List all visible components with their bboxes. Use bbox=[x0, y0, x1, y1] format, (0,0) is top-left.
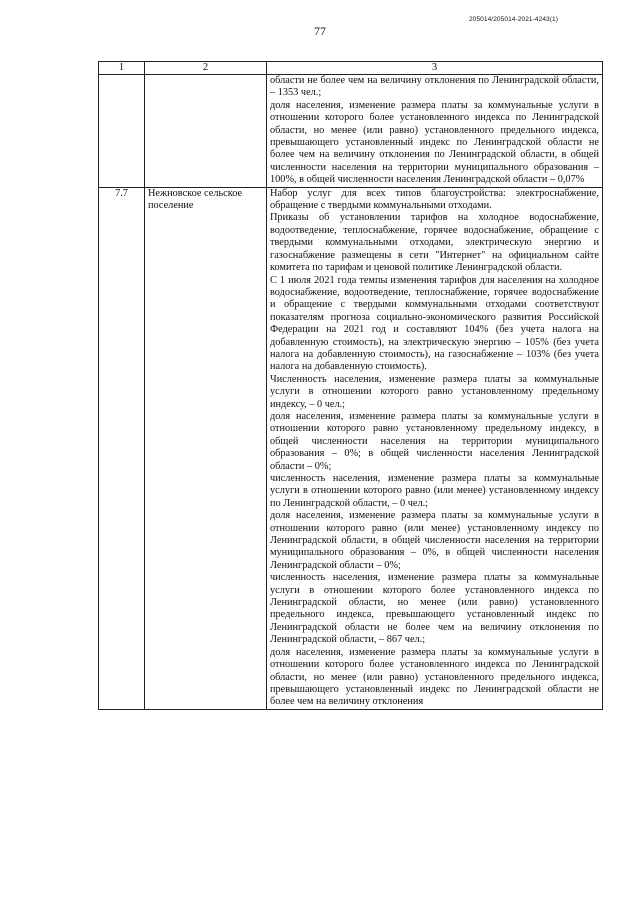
paragraph: численность населения, изменение размера платы за коммунальные услуги в отношении которого равно (или менее) установленному индексу по Ленинградской области, – 0 чел.; bbox=[270, 473, 599, 509]
paragraph: Приказы об установлении тарифов на холодное водоснабжение, водоотведение, теплоснабжение, горячее водоснабжение, обращение с твердыми коммунальными отходами, электрическую энергию и газоснабжение размещены в сети "Интернет" на официальном сайте комитета по тарифам и ценовой политике Ленинградской области. bbox=[270, 212, 599, 274]
row-number bbox=[99, 75, 145, 188]
paragraph: доля населения, изменение размера платы за коммунальные услуги в отношении которого равно (или менее) установленному индексу по Ленинградской области, в общей численности населения на территории муниципального образования – 0%, в общей численности населения Ленинградской области – 0%; bbox=[270, 510, 599, 571]
column-header-3: 3 bbox=[267, 62, 603, 75]
column-header-2: 2 bbox=[145, 62, 267, 75]
paragraph: С 1 июля 2021 года темпы изменения тарифов для населения на холодное водоснабжение, водоотведение, теплоснабжение, горячее водоснабжение и обращение с твердыми коммунальными отходами соответствуют показателям прогноза социально-экономического развития Российской Федерации на 2021 год и составляют 104% (без учета налога на добавленную стоимость), на электрическую энергию – 105% (без учета налога на добавленную стоимость), на газоснабжение – 103% (без учета налога на добавленную стоимость). bbox=[270, 274, 599, 373]
paragraph: численность населения, изменение размера платы за коммунальные услуги в отношении которого более установленного индекса по Ленинградской области, но менее (или равно) установленного предельного индекса, превышающего установленный индекс по Ленинградской области не более чем на величину отклонения по Ленинградской области, – 867 чел.; bbox=[270, 572, 599, 646]
document-id: 205014/205014-2021-4243(1) bbox=[469, 16, 558, 23]
paragraph: доля населения, изменение размера платы за коммунальные услуги в отношении которого более установленного индекса по Ленинградской области, но менее (или равно) установленного предельного индекса, превышающего установленный индекс по Ленинградской области не более чем на величину отклонения по Ленинградской области, в общей численности населения на территории муниципального образования – 100%, в общей численности населения Ленинградской области – 0,07% bbox=[270, 99, 599, 186]
table-row-continuation bbox=[99, 75, 603, 188]
municipality-name bbox=[145, 75, 267, 188]
row-number: 7.7 bbox=[99, 187, 145, 709]
row-details bbox=[267, 75, 603, 188]
table-header-row bbox=[99, 62, 603, 75]
data-table bbox=[98, 61, 603, 710]
paragraph: области не более чем на величину отклонения по Ленинградской области, – 1353 чел.; bbox=[270, 75, 599, 99]
column-header-1: 1 bbox=[99, 62, 145, 75]
table-row-7-7 bbox=[99, 187, 603, 709]
municipality-name: Нежновское сельское поселение bbox=[145, 187, 267, 709]
paragraph: Численность населения, изменение размера платы за коммунальные услуги в отношении которого равно установленному предельному индексу, – 0 чел.; bbox=[270, 373, 599, 410]
page-number: 77 bbox=[314, 24, 326, 38]
paragraph: доля населения, изменение размера платы за коммунальные услуги в отношении которого более установленного индекса по Ленинградской области, но менее (или равно) установленного предельного индекса, превышающего установленный индекс по Ленинградской области не более чем на величину отклонения bbox=[270, 646, 599, 708]
row-details bbox=[267, 187, 603, 709]
paragraph: доля населения, изменение размера платы за коммунальные услуги в отношении которого равно установленному предельному индексу, в общей численности населения на территории муниципального образования – 0%; в общей численности населения Ленинградской области – 0%; bbox=[270, 410, 599, 472]
paragraph: Набор услуг для всех типов благоустройства: электроснабжение, обращение с твердыми коммунальными отходами. bbox=[270, 187, 599, 212]
